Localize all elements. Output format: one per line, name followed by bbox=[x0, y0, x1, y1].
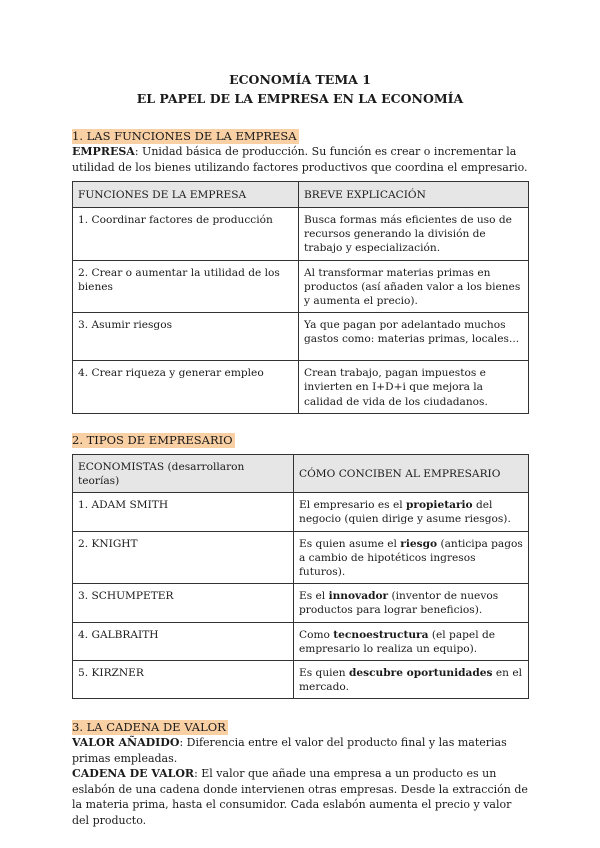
table-row bbox=[73, 493, 529, 531]
cell-text: El empresario es el bbox=[299, 499, 406, 512]
cell-text: (inventor de nuevos productos para lograr beneficios). bbox=[299, 590, 499, 617]
table-cell bbox=[294, 531, 529, 584]
cell-keyword: riesgo bbox=[400, 537, 438, 550]
table-row bbox=[73, 260, 529, 313]
table-row bbox=[73, 208, 529, 261]
cadena-valor-definition bbox=[72, 766, 528, 828]
cell-text: Es quien bbox=[299, 667, 349, 680]
cell-text: del negocio (quien dirige y asume riesgos). bbox=[299, 499, 511, 526]
empresa-definition bbox=[72, 144, 528, 175]
table-header-cell: BREVE EXPLICACIÓN bbox=[299, 182, 529, 208]
cell-keyword: innovador bbox=[328, 590, 389, 603]
table-cell: Al transformar materias primas en productos (así añaden valor a los bienes y aumenta el precio). bbox=[299, 260, 529, 313]
table-header-cell: CÓMO CONCIBEN AL EMPRESARIO bbox=[294, 454, 529, 492]
table-header-cell: ECONOMISTAS (desarrollaron teorías) bbox=[73, 454, 294, 492]
section-heading-cadena: 3. LA CADENA DE VALOR bbox=[72, 720, 226, 735]
table-row bbox=[73, 584, 529, 622]
cell-text: (anticipa pagos a cambio de hipotéticos ingresos futuros). bbox=[299, 537, 523, 579]
table-header-row bbox=[73, 182, 529, 208]
table-row bbox=[73, 622, 529, 660]
empresarios-table bbox=[72, 454, 529, 700]
section-heading-funciones: 1. LAS FUNCIONES DE LA EMPRESA bbox=[72, 129, 297, 143]
economist-name: 1. ADAM SMITH bbox=[73, 493, 294, 531]
cell-text: Es el bbox=[299, 590, 329, 603]
cell-keyword: propietario bbox=[405, 499, 473, 512]
cell-text: Como bbox=[299, 628, 334, 641]
table-row bbox=[73, 531, 529, 584]
empresa-definition-text: : Unidad básica de producción. Su función es crear o incrementar la utilidad de los bienes utilizando factores productivos que coordina el empresario. bbox=[72, 145, 528, 174]
empresa-term: EMPRESA bbox=[72, 145, 135, 158]
economist-name: 3. SCHUMPETER bbox=[73, 584, 294, 622]
table-row bbox=[73, 313, 529, 361]
valor-anadido-text: : Diferencia entre el valor del producto final y las materias primas empleadas. bbox=[72, 736, 507, 765]
cell-text: (el papel de empresario lo realiza un equipo). bbox=[299, 628, 495, 655]
economist-name: 5. KIRZNER bbox=[73, 661, 294, 699]
table-cell: 2. Crear o aumentar la utilidad de los bienes bbox=[73, 260, 299, 313]
document-subtitle: EL PAPEL DE LA EMPRESA EN LA ECONOMÍA bbox=[136, 91, 464, 106]
table-cell: 4. Crear riqueza y generar empleo bbox=[73, 361, 299, 414]
table-cell bbox=[294, 622, 529, 660]
table-header-cell: FUNCIONES DE LA EMPRESA bbox=[73, 182, 299, 208]
table-cell: Ya que pagan por adelantado muchos gastos como: materias primas, locales... bbox=[299, 313, 529, 361]
table-row bbox=[73, 361, 529, 414]
table-header-row bbox=[73, 454, 529, 492]
table-cell: Busca formas más eficientes de uso de recursos generando la división de trabajo y especialización. bbox=[299, 208, 529, 261]
cadena-valor-text: : El valor que añade una empresa a un producto es un eslabón de una cadena donde intervienen otras empresas. Desde la extracción de la materia prima, hasta el consumidor. Cada eslabón aumenta el precio y valor del producto. bbox=[72, 767, 528, 827]
document-page bbox=[72, 70, 528, 828]
cadena-valor-term: CADENA DE VALOR bbox=[72, 767, 195, 781]
funciones-table bbox=[72, 181, 529, 414]
cell-text: en el mercado. bbox=[299, 667, 523, 694]
table-cell bbox=[294, 661, 529, 699]
table-row bbox=[73, 661, 529, 699]
table-cell: Crean trabajo, pagan impuestos e invierten en I+D+i que mejora la calidad de vida de los ciudadanos. bbox=[299, 361, 529, 414]
section-heading-tipos: 2. TIPOS DE EMPRESARIO bbox=[72, 432, 233, 447]
valor-anadido-definition bbox=[72, 735, 528, 766]
valor-anadido-term: VALOR AÑADIDO bbox=[72, 736, 180, 750]
table-cell bbox=[294, 493, 529, 531]
cell-keyword: tecnoestructura bbox=[333, 628, 429, 641]
table-cell: 1. Coordinar factores de producción bbox=[73, 208, 299, 261]
cell-keyword: descubre oportunidades bbox=[349, 667, 493, 680]
table-cell: 3. Asumir riesgos bbox=[73, 313, 299, 361]
economist-name: 2. KNIGHT bbox=[73, 531, 294, 584]
cell-text: Es quien asume el bbox=[299, 537, 401, 550]
document-title: ECONOMÍA TEMA 1 bbox=[229, 72, 371, 87]
table-cell bbox=[294, 584, 529, 622]
economist-name: 4. GALBRAITH bbox=[73, 622, 294, 660]
